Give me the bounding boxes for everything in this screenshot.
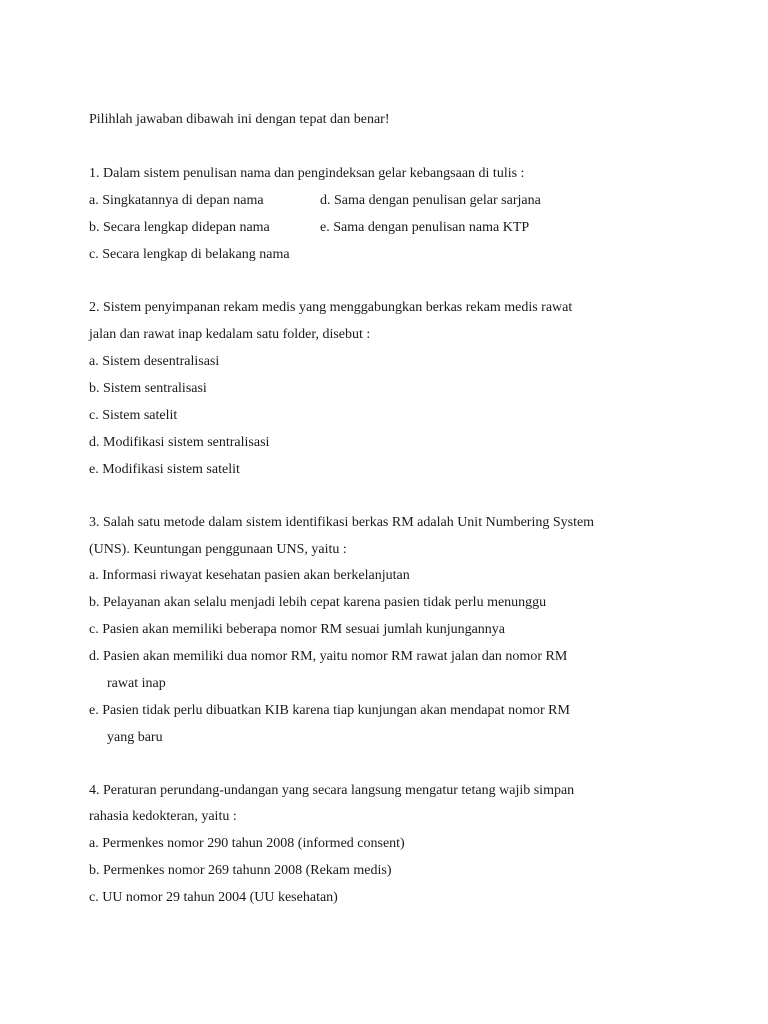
question-2-option-e: e. Modifikasi sistem satelit [89,462,240,477]
question-3-option-e-line-2: yang baru [107,730,163,745]
instruction-text: Pilihlah jawaban dibawah ini dengan tepat dan benar! [89,112,390,127]
question-3-option-d-line-1: d. Pasien akan memiliki dua nomor RM, yaitu nomor RM rawat jalan dan nomor RM [89,649,568,664]
question-3-option-a: a. Informasi riwayat kesehatan pasien akan berkelanjutan [89,568,410,583]
question-3-option-b: b. Pelayanan akan selalu menjadi lebih cepat karena pasien tidak perlu menunggu [89,595,547,610]
question-4-option-b: b. Permenkes nomor 269 tahunn 2008 (Rekam medis) [89,863,392,878]
question-4-option-a: a. Permenkes nomor 290 tahun 2008 (informed consent) [89,836,405,851]
question-1-option-c: c. Secara lengkap di belakang nama [89,247,290,262]
question-2-option-a: a. Sistem desentralisasi [89,354,220,369]
question-3-option-c: c. Pasien akan memiliki beberapa nomor RM sesuai jumlah kunjungannya [89,622,506,637]
question-3-text-line-1: 3. Salah satu metode dalam sistem identifikasi berkas RM adalah Unit Numbering System [89,515,595,530]
question-2-text-line-2: jalan dan rawat inap kedalam satu folder, disebut : [89,327,371,342]
question-3-option-d-line-2: rawat inap [107,676,166,691]
question-2-option-b: b. Sistem sentralisasi [89,381,207,396]
question-1-text: 1. Dalam sistem penulisan nama dan pengindeksan gelar kebangsaan di tulis : [89,166,525,181]
question-4-text-line-2: rahasia kedokteran, yaitu : [89,809,237,824]
question-1-option-e: e. Sama dengan penulisan nama KTP [320,220,530,235]
question-4-option-c: c. UU nomor 29 tahun 2004 (UU kesehatan) [89,890,338,905]
question-1-option-d: d. Sama dengan penulisan gelar sarjana [320,193,541,208]
question-4-text-line-1: 4. Peraturan perundang-undangan yang secara langsung mengatur tetang wajib simpan [89,783,575,798]
question-3-text-line-2: (UNS). Keuntungan penggunaan UNS, yaitu : [89,542,347,557]
question-1-option-b: b. Secara lengkap didepan nama [89,220,270,235]
question-1-option-a: a. Singkatannya di depan nama [89,193,264,208]
question-2-option-c: c. Sistem satelit [89,408,178,423]
question-2-option-d: d. Modifikasi sistem sentralisasi [89,435,270,450]
question-3-option-e-line-1: e. Pasien tidak perlu dibuatkan KIB karena tiap kunjungan akan mendapat nomor RM [89,703,570,718]
question-2-text-line-1: 2. Sistem penyimpanan rekam medis yang menggabungkan berkas rekam medis rawat [89,300,573,315]
